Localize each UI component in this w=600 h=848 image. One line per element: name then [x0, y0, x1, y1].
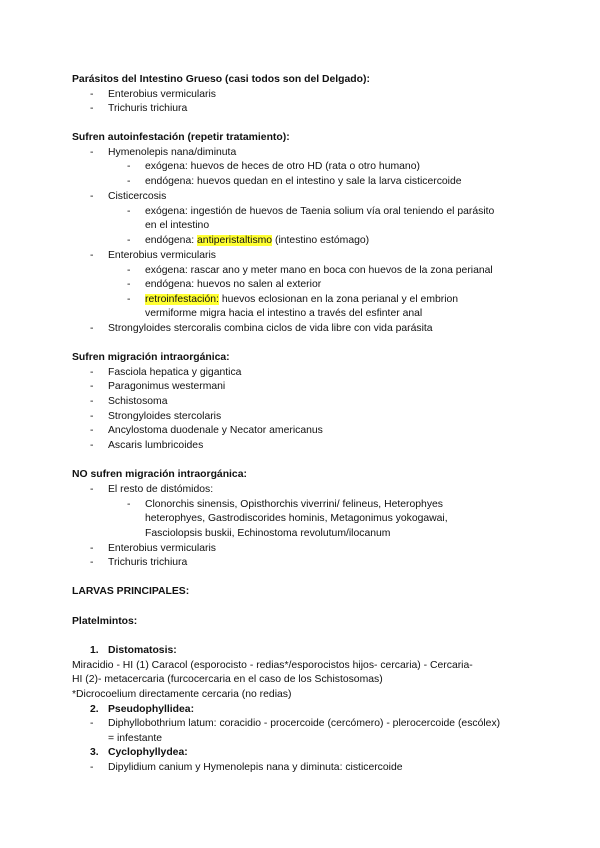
bullet-dash: -	[127, 206, 131, 217]
bullet-dash: -	[127, 176, 131, 187]
list-item: El resto de distómidos:	[108, 484, 214, 495]
sub-list-item: Clonorchis sinensis, Opisthorchis viverrini/ felineus, Heterophyes	[145, 499, 443, 510]
sub-list-item: exógena: ingestión de huevos de Taenia solium vía oral teniendo el parásito	[145, 206, 495, 217]
numbered-heading-text: Pseudophyllidea:	[108, 704, 195, 715]
bullet-dash: -	[127, 294, 131, 305]
list-number: 3.	[90, 747, 99, 758]
heading-no-migracion: NO sufren migración intraorgánica:	[72, 469, 247, 480]
list-number: 2.	[90, 704, 99, 715]
bullet-dash: -	[90, 440, 94, 451]
bullet-dash: -	[90, 103, 94, 114]
sub-list-item: exógena: rascar ano y meter mano en boca con huevos de la zona perianal	[145, 265, 493, 276]
numbered-heading-text: Cyclophyllydea:	[108, 747, 188, 758]
bullet-dash: -	[127, 279, 131, 290]
bullet-dash: -	[127, 235, 131, 246]
list-item: Enterobius vermicularis	[108, 250, 216, 261]
bullet-dash: -	[90, 718, 94, 729]
item-suffix: (intestino estómago)	[272, 235, 370, 246]
list-item: Enterobius vermicularis	[108, 89, 216, 100]
paragraph-line: *Dicrocoelium directamente cercaria (no redias)	[72, 689, 292, 700]
list-item: Paragonimus westermani	[108, 381, 226, 392]
heading-larvas: LARVAS PRINCIPALES:	[72, 586, 190, 597]
sub-list-item	[145, 234, 369, 247]
bullet-dash: -	[90, 411, 94, 422]
list-item: Strongyloides stercolaris	[108, 411, 222, 422]
list-item: Schistosoma	[108, 396, 168, 407]
sub-list-item-continuation: heterophyes, Gastrodiscorides hominis, Metagonimus yokogawai,	[145, 513, 448, 524]
bullet-dash: -	[90, 147, 94, 158]
sub-list-item-continuation: Fasciolopsis buskii, Echinostoma revolutum/ilocanum	[145, 528, 391, 539]
sub-list-item-continuation: en el intestino	[145, 220, 210, 231]
bullet-dash: -	[90, 762, 94, 773]
list-item: Trichuris trichiura	[108, 103, 188, 114]
bullet-dash: -	[90, 557, 94, 568]
bullet-dash: -	[90, 396, 94, 407]
bullet-dash: -	[90, 250, 94, 261]
item-prefix: endógena:	[145, 235, 198, 246]
list-item-continuation: = infestante	[108, 733, 163, 744]
bullet-dash: -	[90, 425, 94, 436]
heading-intestino-grueso: Parásitos del Intestino Grueso (casi todos son del Delgado):	[72, 74, 370, 85]
list-item: Trichuris trichiura	[108, 557, 188, 568]
sub-list-item: endógena: huevos no salen al exterior	[145, 279, 322, 290]
list-item: Hymenolepis nana/diminuta	[108, 147, 237, 158]
sub-list-item: exógena: huevos de heces de otro HD (rata o otro humano)	[145, 161, 420, 172]
highlight-text: retroinfestación:	[145, 294, 219, 305]
heading-autoinfestacion: Sufren autoinfestación (repetir tratamiento):	[72, 132, 290, 143]
bullet-dash: -	[90, 323, 94, 334]
list-number: 1.	[90, 645, 99, 656]
list-item: Fasciola hepatica y gigantica	[108, 367, 242, 378]
subheading-platelmintos: Platelmintos:	[72, 616, 138, 627]
paragraph-line: Miracidio - HI (1) Caracol (esporocisto - redias*/esporocistos hijos- cercaria) - Cercaria-	[72, 660, 473, 671]
numbered-heading	[90, 703, 194, 716]
list-item: Enterobius vermicularis	[108, 543, 216, 554]
bullet-dash: -	[127, 499, 131, 510]
paragraph-line: HI (2)- metacercaria (furcocercaria en el caso de los Schistosomas)	[72, 674, 383, 685]
bullet-dash: -	[127, 265, 131, 276]
highlight-text: antiperistaltismo	[197, 235, 273, 246]
sub-list-item-continuation: vermiforme migra hacia el intestino a través del esfinter anal	[145, 308, 423, 319]
list-item: Ascaris lumbricoides	[108, 440, 204, 451]
numbered-heading	[90, 746, 188, 759]
numbered-heading	[90, 644, 177, 657]
bullet-dash: -	[127, 161, 131, 172]
list-item: Strongyloides stercoralis combina ciclos de vida libre con vida parásita	[108, 323, 433, 334]
sub-list-item: endógena: huevos quedan en el intestino y sale la larva cisticercoide	[145, 176, 462, 187]
bullet-dash: -	[90, 543, 94, 554]
bullet-dash: -	[90, 484, 94, 495]
bullet-dash: -	[90, 89, 94, 100]
list-item: Ancylostoma duodenale y Necator americanus	[108, 425, 323, 436]
bullet-dash: -	[90, 367, 94, 378]
list-item: Dipylidium canium y Hymenolepis nana y diminuta: cisticercoide	[108, 762, 403, 773]
numbered-heading-text: Distomatosis:	[108, 645, 177, 656]
list-item: Diphyllobothrium latum: coracidio - procercoide (cercómero) - plerocercoide (escólex)	[108, 718, 501, 729]
item-suffix: huevos eclosionan en la zona perianal y el embrion	[218, 294, 459, 305]
bullet-dash: -	[90, 381, 94, 392]
sub-list-item	[145, 293, 458, 306]
list-item: Cisticercosis	[108, 191, 167, 202]
heading-migracion: Sufren migración intraorgánica:	[72, 352, 230, 363]
bullet-dash: -	[90, 191, 94, 202]
